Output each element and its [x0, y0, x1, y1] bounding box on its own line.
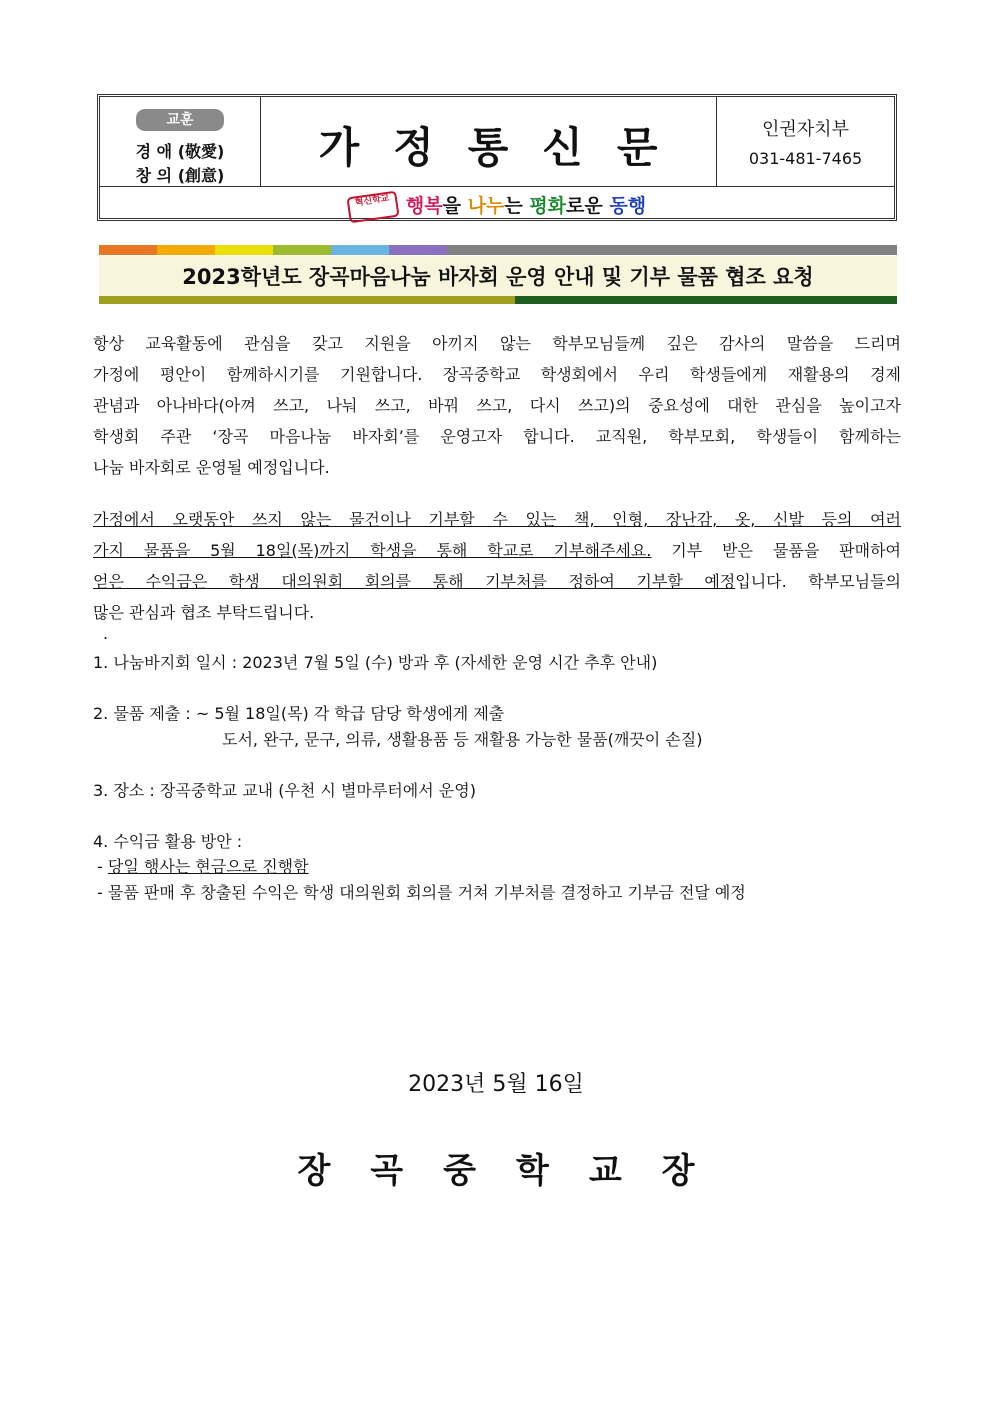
header-box [97, 94, 897, 221]
item-proceeds-cash [97, 854, 309, 877]
cash-text: 당일 행사는 현금으로 진행함 [107, 857, 309, 876]
intro-paragraph [93, 328, 901, 483]
slogan-row [100, 187, 894, 219]
banner-title: 2023학년도 장곡마음나눔 바자회 운영 안내 및 기부 물품 협조 요청 [99, 256, 897, 296]
slogan-part: 을 [442, 195, 468, 217]
paragraph-line: 가정에서 오랫동안 쓰지 않는 물건이나 기부할 수 있는 책, 인형, 장난감, 옷, 신발 등의 여러 [93, 510, 901, 529]
header-row [100, 97, 894, 187]
innovation-school-badge-icon: 혁신학교 [346, 190, 399, 223]
motto-cell [100, 97, 261, 186]
paragraph-line: 가정에 평안이 함께하시기를 기원합니다. 장곡중학교 학생회에서 우리 학생들에게 재활용의 경제 [93, 365, 901, 384]
motto-line-1: 경 애 (敬愛) [135, 142, 225, 161]
item-location: 3. 장소 : 장곡중학교 교내 (우천 시 별마루터에서 운영) [93, 781, 476, 800]
stripe-segment [99, 296, 515, 304]
department: 인권자치부 [762, 119, 849, 140]
dash: - [97, 857, 108, 876]
donation-text: 얻은 수익금은 학생 대의원회 회의를 통해 기부처를 정하여 기부할 예정 [93, 572, 736, 591]
slogan-text [406, 195, 646, 217]
paragraph-line: 학생회 주관 ‘장곡 마음나눔 바자회’를 운영고자 합니다. 교직원, 학부모회, 학생들이 함께하는 [93, 427, 901, 446]
slogan-part: 는 [504, 195, 530, 217]
request-paragraph [93, 504, 901, 628]
sale-text: 기부 받은 물품을 판매하여 [651, 541, 901, 560]
paragraph-line: 나눔 바자회로 운영될 예정입니다. [93, 458, 330, 477]
stripe-segment [515, 296, 897, 304]
paragraph-line [93, 535, 901, 566]
stripe-segment [215, 245, 273, 255]
stripe-segment [99, 245, 157, 255]
item-proceeds: 4. 수익금 활용 방안 : [93, 832, 243, 851]
motto-line-2: 창 의 (創意) [135, 166, 225, 185]
deadline-text: 가지 물품을 5월 18일(목)까지 학생을 통해 학교로 기부해주세요. [93, 541, 652, 560]
phone-number: 031-481-7465 [748, 149, 863, 168]
item-submission-detail: 도서, 완구, 문구, 의류, 생활용품 등 재활용 가능한 물품(깨끗이 손질) [222, 730, 703, 749]
document-title: 가정통신문 [318, 123, 692, 172]
paragraph-line: 많은 관심과 협조 부탁드립니다. [93, 603, 315, 622]
stripe-segment [157, 245, 215, 255]
stripe-segment [447, 245, 897, 255]
slogan-part: 동행 [609, 195, 647, 217]
slogan-part: 나누 [467, 195, 505, 217]
paragraph-line [93, 566, 901, 597]
item-proceeds-donation: - 물품 판매 후 창출된 수익은 학생 대의원회 회의를 거쳐 기부처를 결정하고 기부금 전달 예정 [97, 883, 746, 902]
item-schedule: 1. 나눔바지회 일시 : 2023년 7월 5일 (수) 방과 후 (자세한 운영 시간 추후 안내) [93, 653, 658, 672]
stripe-segment [273, 245, 331, 255]
parents-text: 입니다. 학부모님들의 [735, 572, 901, 591]
slogan-part: 로운 [566, 195, 610, 217]
paragraph-line: 관념과 아나바다(아껴 쓰고, 나눠 쓰고, 바꿔 쓰고, 다시 쓰고)의 중요성에 대한 관심을 높이고자 [93, 396, 901, 415]
slogan-part: 평화 [529, 195, 567, 217]
slogan-part: 행복 [405, 195, 443, 217]
slogan [348, 191, 646, 220]
stripe-segment [331, 245, 389, 255]
separator-dot: . [103, 624, 109, 643]
principal-signature: 장곡중학교장 [297, 1151, 735, 1191]
title-cell [260, 97, 717, 186]
item-submission: 2. 물품 제출 : ~ 5월 18일(목) 각 학급 담당 학생에게 제출 [93, 704, 505, 723]
paragraph-line: 항상 교육활동에 관심을 갖고 지원을 아끼지 않는 학부모님들께 깊은 감사의 말씀을 드리며 [93, 334, 901, 353]
issue-date: 2023년 5월 16일 [408, 1072, 584, 1097]
stripe-segment [389, 245, 447, 255]
motto-tag: 교훈 [136, 109, 224, 131]
contact-cell [717, 97, 894, 186]
